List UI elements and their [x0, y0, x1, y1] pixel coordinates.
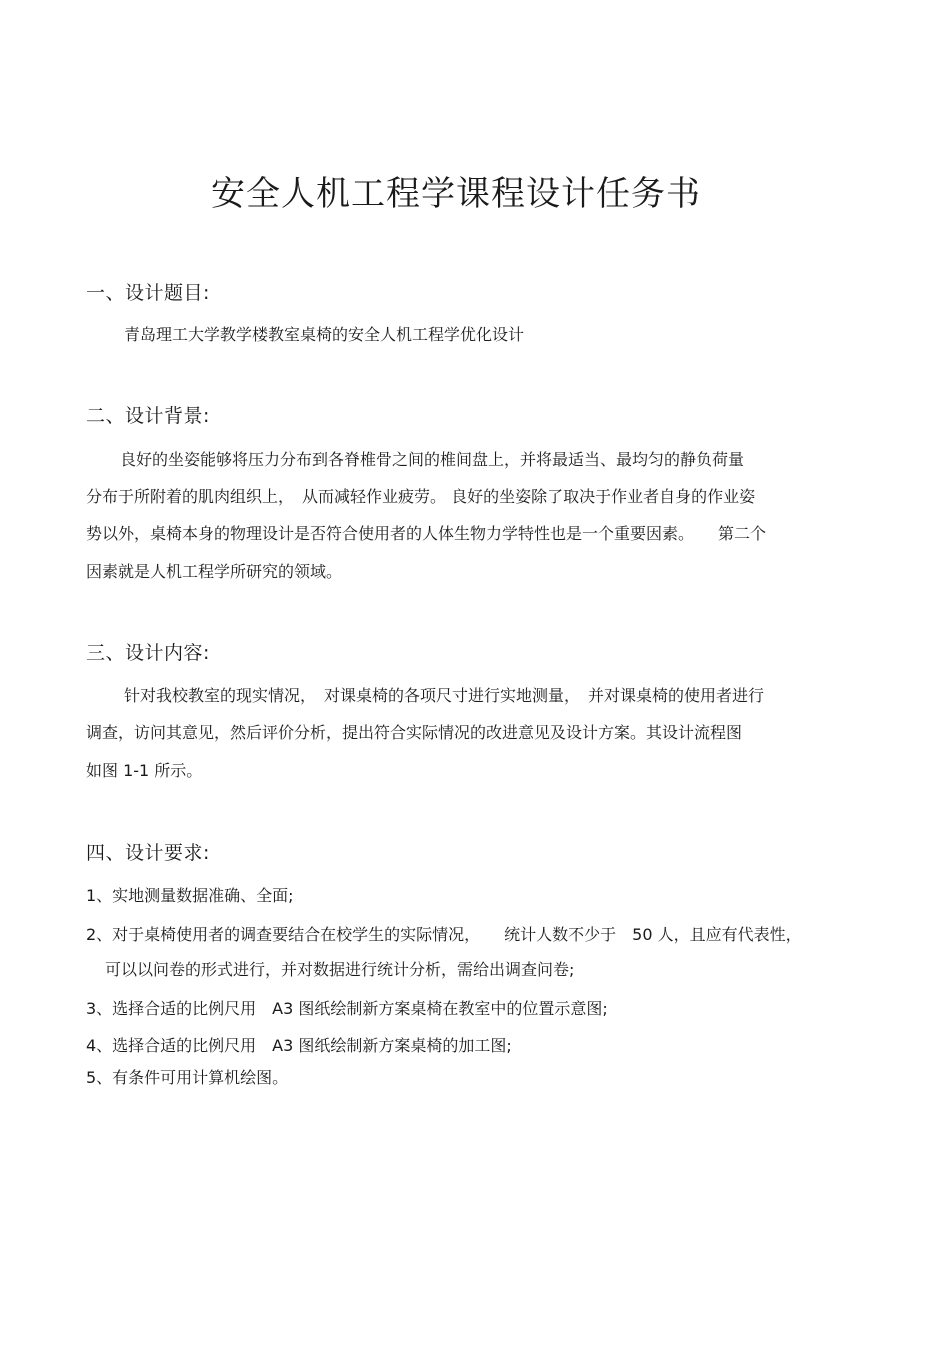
- requirement-item: 2、对于桌椅使用者的调查要结合在校学生的实际情况， 统计人数不少于 50 人，且应有代表性，: [86, 925, 802, 944]
- requirement-item: 3、选择合适的比例尺用 A3 图纸绘制新方案桌椅在教室中的位置示意图;: [86, 999, 608, 1018]
- requirement-item-continued: 可以以问卷的形式进行，并对数据进行统计分析，需给出调查问卷;: [105, 960, 575, 979]
- section-line: 分布于所附着的肌肉组织上， 从而减轻作业疲劳。 良好的坐姿除了取决于作业者自身的作业姿: [86, 487, 756, 506]
- section-line: 因素就是人机工程学所研究的领域。: [86, 562, 343, 581]
- requirement-item: 5、有条件可用计算机绘图。: [86, 1068, 289, 1087]
- section-heading-requirements: 四、设计要求:: [86, 842, 210, 864]
- section-line: 针对我校教室的现实情况， 对课桌椅的各项尺寸进行实地测量， 并对课桌椅的使用者进行: [124, 686, 765, 705]
- document-title: 安全人机工程学课程设计任务书: [211, 174, 701, 214]
- section-line: 如图 1-1 所示。: [86, 761, 203, 780]
- section-line: 青岛理工大学教学楼教室桌椅的安全人机工程学优化设计: [124, 325, 525, 344]
- requirement-item: 1、实地测量数据准确、全面;: [86, 886, 294, 905]
- section-line: 调查，访问其意见，然后评价分析，提出符合实际情况的改进意见及设计方案。其设计流程图: [86, 723, 743, 742]
- section-heading-topic: 一、设计题目:: [86, 282, 210, 304]
- section-line: 势以外，桌椅本身的物理设计是否符合使用者的人体生物力学特性也是一个重要因素。 第二个: [86, 524, 767, 543]
- section-line: 良好的坐姿能够将压力分布到各脊椎骨之间的椎间盘上，并将最适当、最均匀的静负荷量: [120, 450, 745, 469]
- section-heading-content: 三、设计内容:: [86, 642, 210, 664]
- requirement-item: 4、选择合适的比例尺用 A3 图纸绘制新方案桌椅的加工图;: [86, 1036, 512, 1055]
- section-heading-background: 二、设计背景:: [86, 405, 210, 427]
